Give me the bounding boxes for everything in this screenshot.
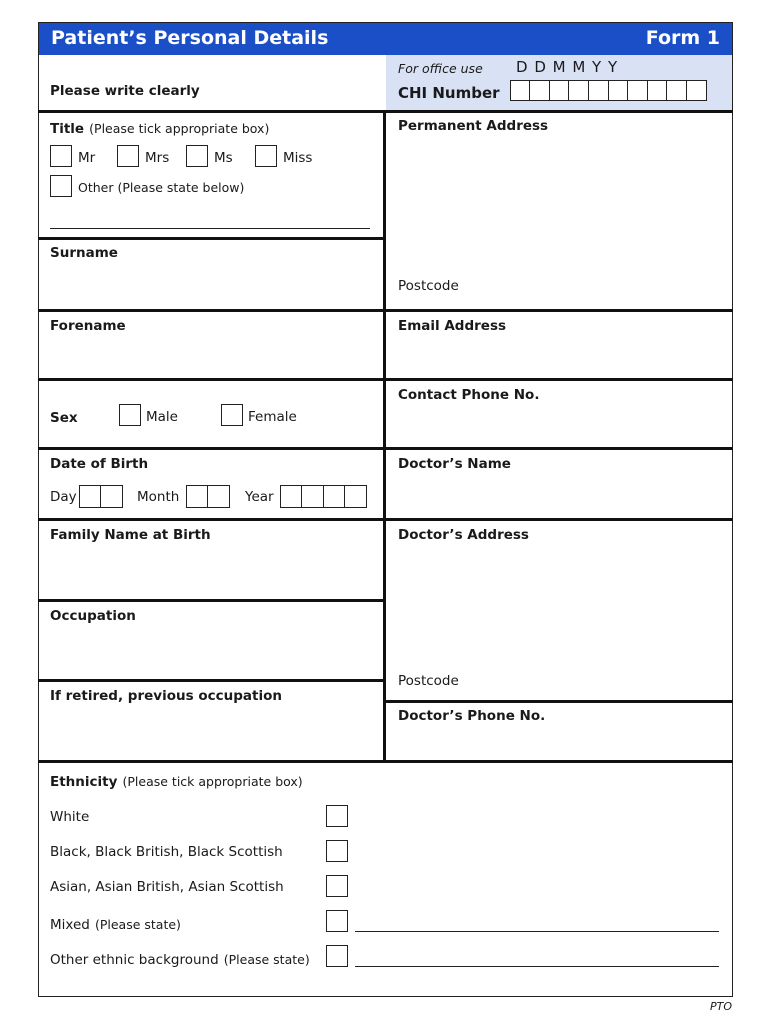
sex-label: Sex — [50, 410, 78, 426]
divider — [38, 309, 733, 312]
forename-label: Forename — [50, 318, 126, 334]
dob-day-label: Day — [50, 489, 77, 505]
column-divider — [383, 111, 386, 762]
title-mr-checkbox[interactable] — [50, 145, 72, 167]
divider — [385, 700, 733, 703]
date-code-label: D D M M Y Y — [516, 58, 619, 76]
ethnicity-other-line[interactable] — [355, 966, 719, 967]
divider — [38, 679, 385, 682]
divider — [38, 237, 385, 240]
family-name-label: Family Name at Birth — [50, 527, 211, 543]
ethnicity-white-label: White — [50, 809, 90, 825]
occupation-label: Occupation — [50, 608, 136, 624]
divider — [38, 760, 733, 763]
dob-year-label: Year — [245, 489, 274, 505]
title-heading: Title (Please tick appropriate box) — [50, 121, 270, 137]
ethnicity-mixed-label: Mixed (Please state) — [50, 917, 181, 933]
title-mr-label: Mr — [78, 150, 96, 166]
form-header — [39, 23, 732, 55]
sex-female-checkbox[interactable] — [221, 404, 243, 426]
ethnicity-other-checkbox[interactable] — [326, 945, 348, 967]
doctor-address-label: Doctor’s Address — [398, 527, 529, 543]
title-mrs-label: Mrs — [145, 150, 170, 166]
form-title: Patient’s Personal Details — [51, 27, 329, 49]
ethnicity-heading: Ethnicity (Please tick appropriate box) — [50, 774, 303, 790]
doctor-postcode-label: Postcode — [398, 673, 459, 689]
email-label: Email Address — [398, 318, 507, 334]
ethnicity-other-label: Other ethnic background (Please state) — [50, 952, 310, 968]
title-ms-checkbox[interactable] — [186, 145, 208, 167]
dob-month-label: Month — [137, 489, 180, 505]
ethnicity-black-checkbox[interactable] — [326, 840, 348, 862]
title-other-checkbox[interactable] — [50, 175, 72, 197]
title-other-label: Other (Please state below) — [78, 180, 245, 195]
retired-occupation-label: If retired, previous occupation — [50, 688, 282, 704]
permanent-address-label: Permanent Address — [398, 118, 549, 134]
divider — [38, 599, 385, 602]
dob-year-input[interactable] — [281, 485, 367, 508]
title-miss-label: Miss — [283, 150, 313, 166]
ethnicity-white-checkbox[interactable] — [326, 805, 348, 827]
dob-day-input[interactable] — [80, 485, 123, 508]
write-clearly-note: Please write clearly — [50, 83, 200, 99]
ethnicity-mixed-checkbox[interactable] — [326, 910, 348, 932]
dob-month-input[interactable] — [187, 485, 230, 508]
title-mrs-checkbox[interactable] — [117, 145, 139, 167]
postcode-label: Postcode — [398, 278, 459, 294]
dob-label: Date of Birth — [50, 456, 149, 472]
title-miss-checkbox[interactable] — [255, 145, 277, 167]
ethnicity-mixed-line[interactable] — [355, 931, 719, 932]
title-other-line[interactable] — [50, 228, 370, 229]
office-use-label: For office use — [398, 61, 483, 76]
ethnicity-black-label: Black, Black British, Black Scottish — [50, 844, 283, 860]
divider — [38, 447, 733, 450]
divider — [38, 518, 733, 521]
title-ms-label: Ms — [214, 150, 233, 166]
chi-number-label: CHI Number — [398, 84, 500, 102]
divider — [38, 378, 733, 381]
doctor-phone-label: Doctor’s Phone No. — [398, 708, 546, 724]
sex-male-label: Male — [146, 409, 178, 425]
contact-phone-label: Contact Phone No. — [398, 387, 540, 403]
pto-note: PTO — [709, 1000, 732, 1013]
ethnicity-asian-checkbox[interactable] — [326, 875, 348, 897]
form-number: Form 1 — [645, 27, 720, 49]
chi-number-input[interactable] — [511, 80, 707, 101]
ethnicity-asian-label: Asian, Asian British, Asian Scottish — [50, 879, 284, 895]
doctor-name-label: Doctor’s Name — [398, 456, 511, 472]
sex-female-label: Female — [248, 409, 297, 425]
surname-label: Surname — [50, 245, 118, 261]
sex-male-checkbox[interactable] — [119, 404, 141, 426]
